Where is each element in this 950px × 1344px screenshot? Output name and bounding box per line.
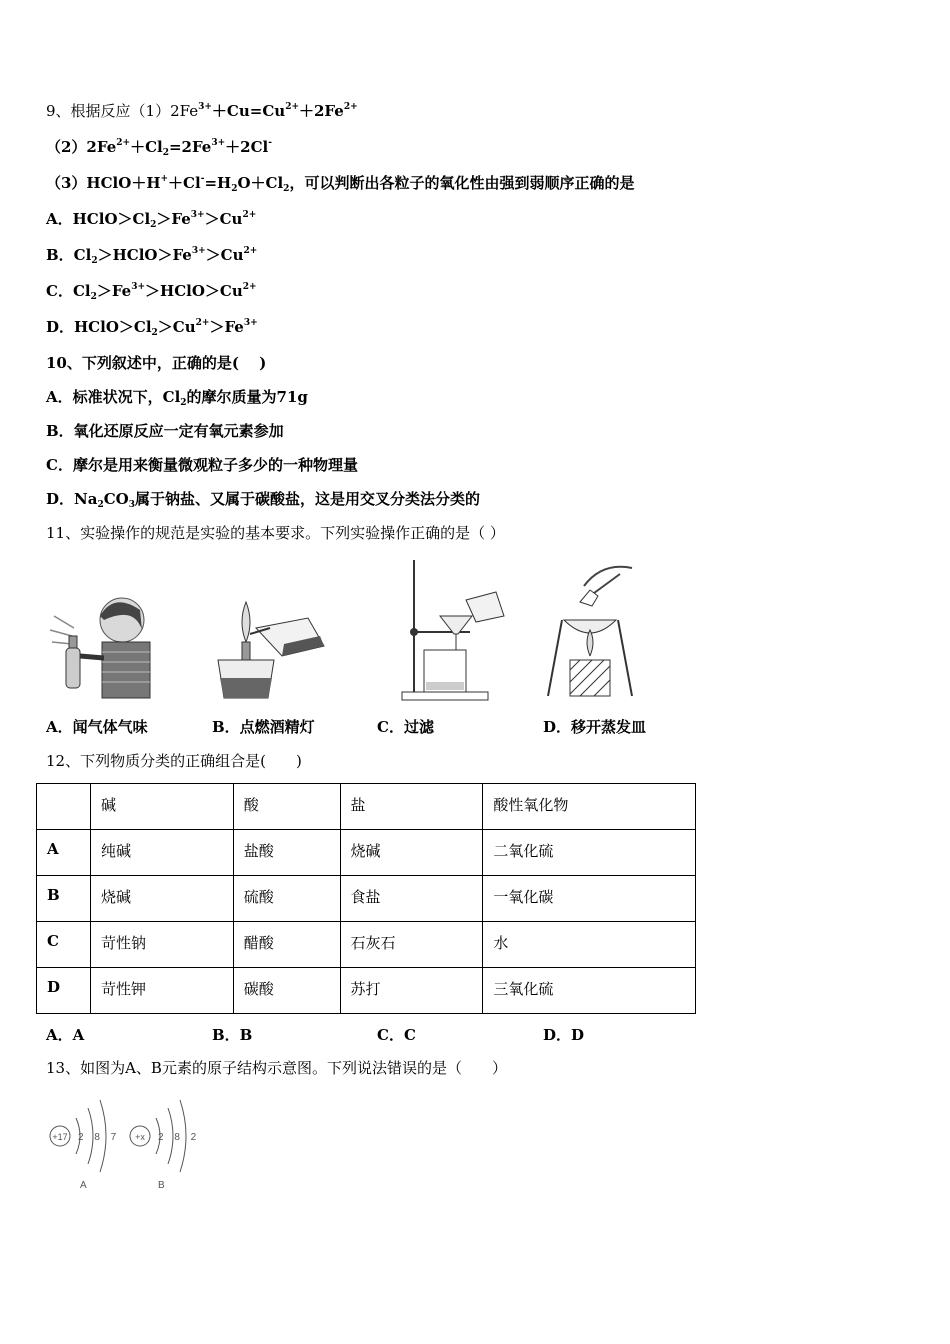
q13-stem: 13、如图为A、B元素的原子结构示意图。下列说法错误的是（ ） (46, 1059, 507, 1077)
table-cell: 烧碱 (340, 830, 483, 876)
q12-option-c[interactable]: C．C (377, 1026, 416, 1044)
atom-a-label: A (80, 1180, 87, 1191)
q11-option-d[interactable]: D．移开蒸发皿 (543, 718, 647, 736)
table-cell: 三氧化硫 (483, 968, 696, 1014)
q9-equation-2: $(2)2Fe^{2+}+Cl_2=2Fe^{3+}+2Cl^-$ (46, 138, 272, 158)
table-cell: 苛性钾 (90, 968, 233, 1014)
q10-option-d[interactable]: D．$Na_2CO_3$属于钠盐、又属于碳酸盐，这是用交叉分类法分类的 (46, 490, 481, 510)
q10-option-c[interactable]: C．摩尔是用来衡量微观粒子多少的一种物理量 (46, 456, 358, 474)
q12-stem: 12、下列物质分类的正确组合是( ) (46, 752, 302, 770)
alcohol-lamp-figure (198, 594, 330, 702)
table-cell: 烧碱 (90, 876, 233, 922)
table-header-cell: 盐 (340, 784, 483, 830)
q9-option-c[interactable]: C．$Cl_2>Fe^{3+}>HClO>Cu^{2+}$ (46, 282, 257, 302)
classification-table (36, 783, 696, 1014)
table-header-cell: 碱 (90, 784, 233, 830)
table-cell: B (37, 876, 91, 922)
q12-option-a[interactable]: A．A (46, 1026, 85, 1044)
q9-stem: 9、根据反应$(1)2Fe^{3+}+Cu=Cu^{2+}+2Fe^{2+}$ (46, 102, 358, 120)
table-cell: 醋酸 (233, 922, 340, 968)
table-cell: 碳酸 (233, 968, 340, 1014)
table-header-row (37, 784, 696, 830)
table-row (37, 968, 696, 1014)
q11-option-c[interactable]: C．过滤 (377, 718, 434, 736)
atomic-structure-figure (44, 1096, 204, 1196)
table-row (37, 922, 696, 968)
table-row (37, 830, 696, 876)
q11-option-b[interactable]: B．点燃酒精灯 (212, 718, 315, 736)
table-cell: 石灰石 (340, 922, 483, 968)
table-cell: 硫酸 (233, 876, 340, 922)
evaporating-dish-figure (540, 556, 640, 702)
q10-option-b[interactable]: B．氧化还原反应一定有氧元素参加 (46, 422, 284, 440)
atom-a-shells: 2 8 7 (78, 1132, 121, 1143)
table-cell: A (37, 830, 91, 876)
q11-stem: 11、实验操作的规范是实验的基本要求。下列实验操作正确的是（ ） (46, 524, 505, 542)
table-row (37, 876, 696, 922)
q11-option-a[interactable]: A．闻气体气味 (46, 718, 148, 736)
table-cell: 纯碱 (90, 830, 233, 876)
table-cell: 一氧化碳 (483, 876, 696, 922)
table-cell: 盐酸 (233, 830, 340, 876)
atom-b-nucleus: +x (135, 1132, 145, 1142)
q10-stem: 10、下列叙述中，正确的是( ) (46, 354, 267, 372)
q12-option-d[interactable]: D．D (543, 1026, 585, 1044)
filtration-figure (400, 556, 512, 702)
q9-option-d[interactable]: D．$HClO>Cl_2>Cu^{2+}>Fe^{3+}$ (46, 318, 258, 338)
atom-b-diagram (130, 1100, 200, 1191)
table-cell: 二氧化硫 (483, 830, 696, 876)
q10-option-a[interactable]: A．标准状况下，$Cl_2$的摩尔质量为71g (46, 388, 308, 408)
table-cell: 苏打 (340, 968, 483, 1014)
smell-gas-figure (44, 586, 154, 702)
table-header-cell: 酸 (233, 784, 340, 830)
table-cell: 苛性钠 (90, 922, 233, 968)
table-cell: 食盐 (340, 876, 483, 922)
q9-option-a[interactable]: A．$HClO>Cl_2>Fe^{3+}>Cu^{2+}$ (46, 210, 257, 230)
table-cell: D (37, 968, 91, 1014)
atom-b-shells: 2 8 2 (158, 1132, 201, 1143)
table-cell: 水 (483, 922, 696, 968)
atom-b-label: B (158, 1180, 165, 1191)
q12-option-b[interactable]: B．B (212, 1026, 253, 1044)
atom-a-nucleus: +17 (52, 1132, 68, 1142)
table-header-cell (37, 784, 91, 830)
table-header-cell: 酸性氧化物 (483, 784, 696, 830)
q9-option-b[interactable]: B．$Cl_2>HClO>Fe^{3+}>Cu^{2+}$ (46, 246, 258, 266)
atom-a-diagram (50, 1100, 120, 1191)
q9-equation-3: $(3)HClO+H^++Cl^-=H_2O+Cl_2$，可以判断出各粒子的氧化性由强到弱顺序正确的是 (46, 174, 635, 194)
table-cell: C (37, 922, 91, 968)
